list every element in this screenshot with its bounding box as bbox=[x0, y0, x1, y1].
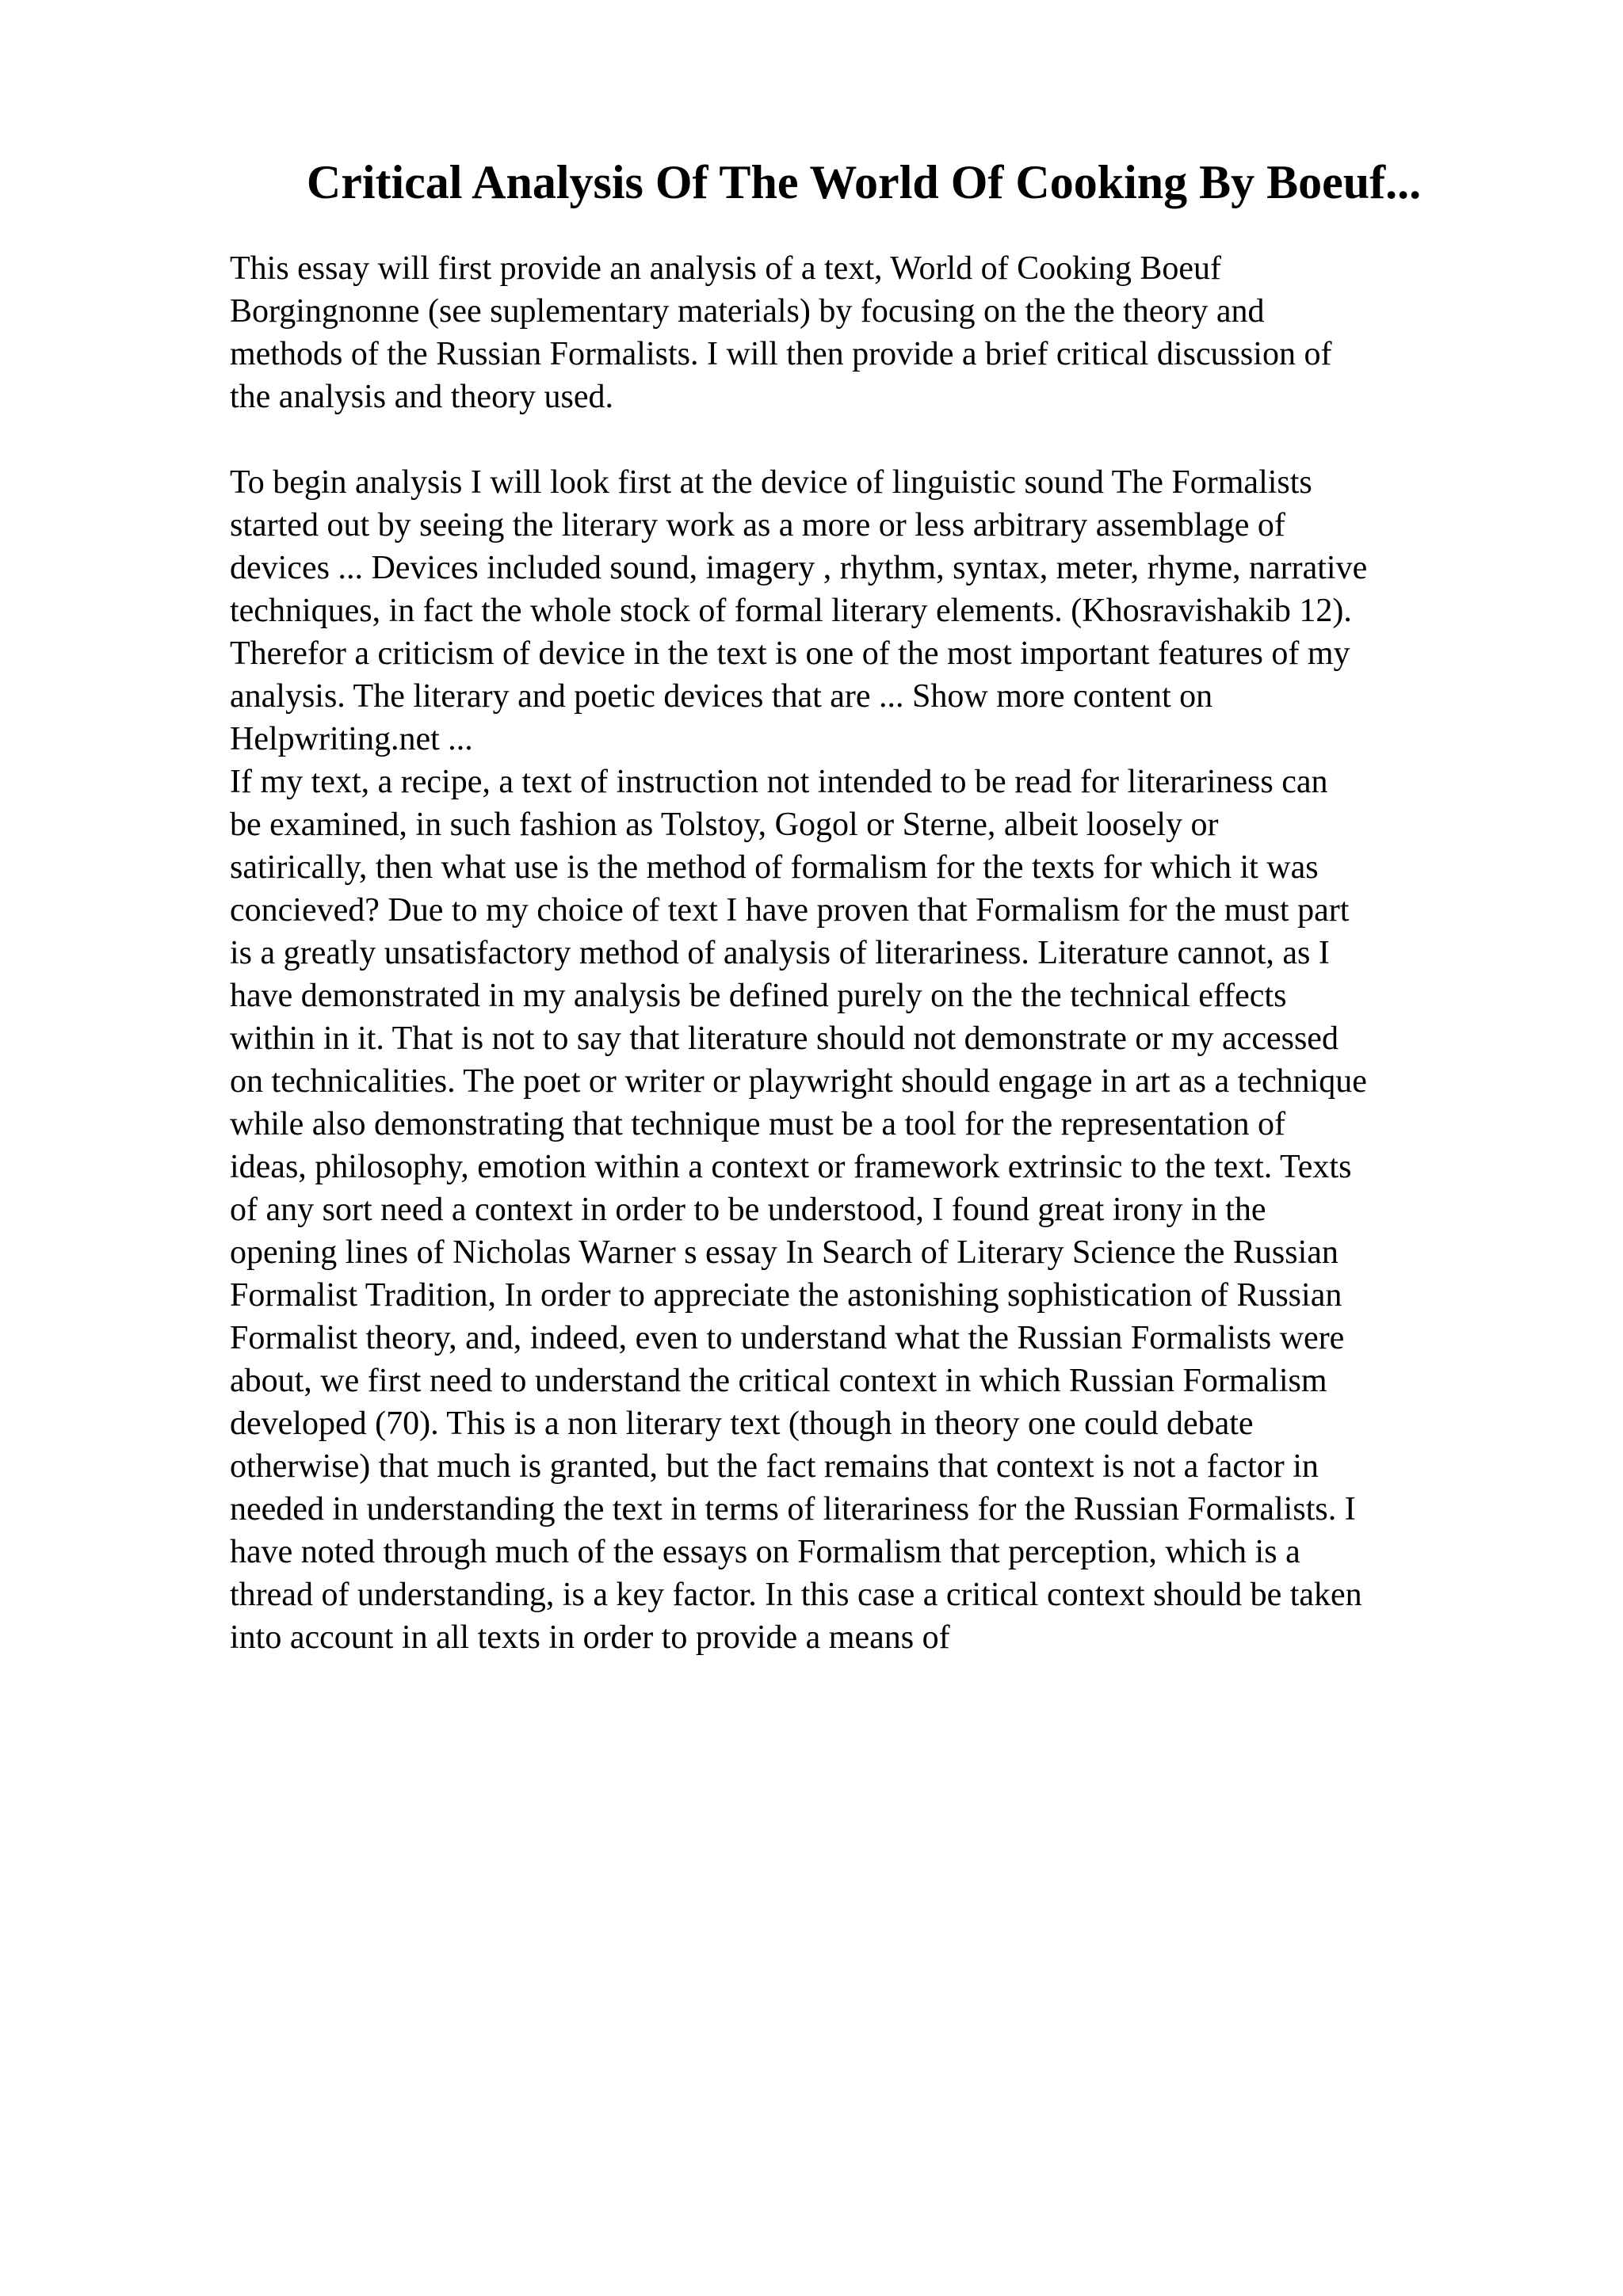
text-line: opening lines of Nicholas Warner s essay In Search of Literary Science the Russian bbox=[230, 1234, 1338, 1271]
text-line: needed in understanding the text in terms of literariness for the Russian Formalists. I bbox=[230, 1491, 1356, 1527]
text-line: about, we first need to understand the critical context in which Russian Formalism bbox=[230, 1363, 1327, 1399]
paragraph-intro bbox=[230, 247, 1498, 418]
text-line: Formalist Tradition, In order to appreciate the astonishing sophistication of Russian bbox=[230, 1277, 1342, 1314]
text-line: ideas, philosophy, emotion within a context or framework extrinsic to the text. Texts bbox=[230, 1149, 1352, 1185]
text-line: on technicalities. The poet or writer or playwright should engage in art as a technique bbox=[230, 1063, 1367, 1100]
text-line: methods of the Russian Formalists. I will then provide a brief critical discussion of bbox=[230, 336, 1332, 372]
text-line: into account in all texts in order to provide a means of bbox=[230, 1619, 950, 1656]
text-line: of any sort need a context in order to be understood, I found great irony in the bbox=[230, 1192, 1266, 1228]
text-line: be examined, in such fashion as Tolstoy, Gogol or Sterne, albeit loosely or bbox=[230, 807, 1219, 843]
text-line: started out by seeing the literary work as a more or less arbitrary assemblage of bbox=[230, 507, 1285, 543]
text-line: Formalist theory, and, indeed, even to understand what the Russian Formalists were bbox=[230, 1320, 1345, 1356]
text-line: have demonstrated in my analysis be defined purely on the the technical effects bbox=[230, 978, 1287, 1014]
text-line: This essay will first provide an analysis of a text, World of Cooking Boeuf bbox=[230, 250, 1221, 287]
paragraph-analysis bbox=[230, 461, 1498, 761]
text-line: If my text, a recipe, a text of instruction not intended to be read for literariness can bbox=[230, 764, 1328, 800]
text-line: Helpwriting.net ... bbox=[230, 721, 473, 757]
text-line: concieved? Due to my choice of text I have proven that Formalism for the must part bbox=[230, 892, 1350, 929]
text-line: otherwise) that much is granted, but the fact remains that context is not a factor in bbox=[230, 1448, 1319, 1485]
document-body bbox=[230, 247, 1498, 1659]
text-line: Borgingnonne (see suplementary materials) by focusing on the the theory and bbox=[230, 293, 1265, 330]
text-line: developed (70). This is a non literary text (though in theory one could debate bbox=[230, 1405, 1254, 1442]
text-line: devices ... Devices included sound, imagery , rhythm, syntax, meter, rhyme, narrative bbox=[230, 550, 1368, 586]
text-line: the analysis and theory used. bbox=[230, 379, 614, 415]
text-line: analysis. The literary and poetic devices that are ... Show more content on bbox=[230, 678, 1213, 715]
paragraph-discussion bbox=[230, 761, 1498, 1659]
text-line: techniques, in fact the whole stock of formal literary elements. (Khosravishakib 12). bbox=[230, 593, 1352, 629]
text-line: thread of understanding, is a key factor. In this case a critical context should be taken bbox=[230, 1577, 1362, 1613]
text-line: Therefor a criticism of device in the text is one of the most important features of my bbox=[230, 635, 1350, 672]
text-line: while also demonstrating that technique must be a tool for the representation of bbox=[230, 1106, 1285, 1142]
text-line: To begin analysis I will look first at the device of linguistic sound The Formalists bbox=[230, 464, 1312, 501]
document-title: Critical Analysis Of The World Of Cooking By Boeuf... bbox=[306, 156, 1422, 208]
text-line: within in it. That is not to say that literature should not demonstrate or my accessed bbox=[230, 1020, 1338, 1057]
text-line: is a greatly unsatisfactory method of analysis of literariness. Literature cannot, as I bbox=[230, 935, 1330, 971]
text-line: satirically, then what use is the method of formalism for the texts for which it was bbox=[230, 849, 1319, 886]
text-line: have noted through much of the essays on Formalism that perception, which is a bbox=[230, 1534, 1300, 1570]
